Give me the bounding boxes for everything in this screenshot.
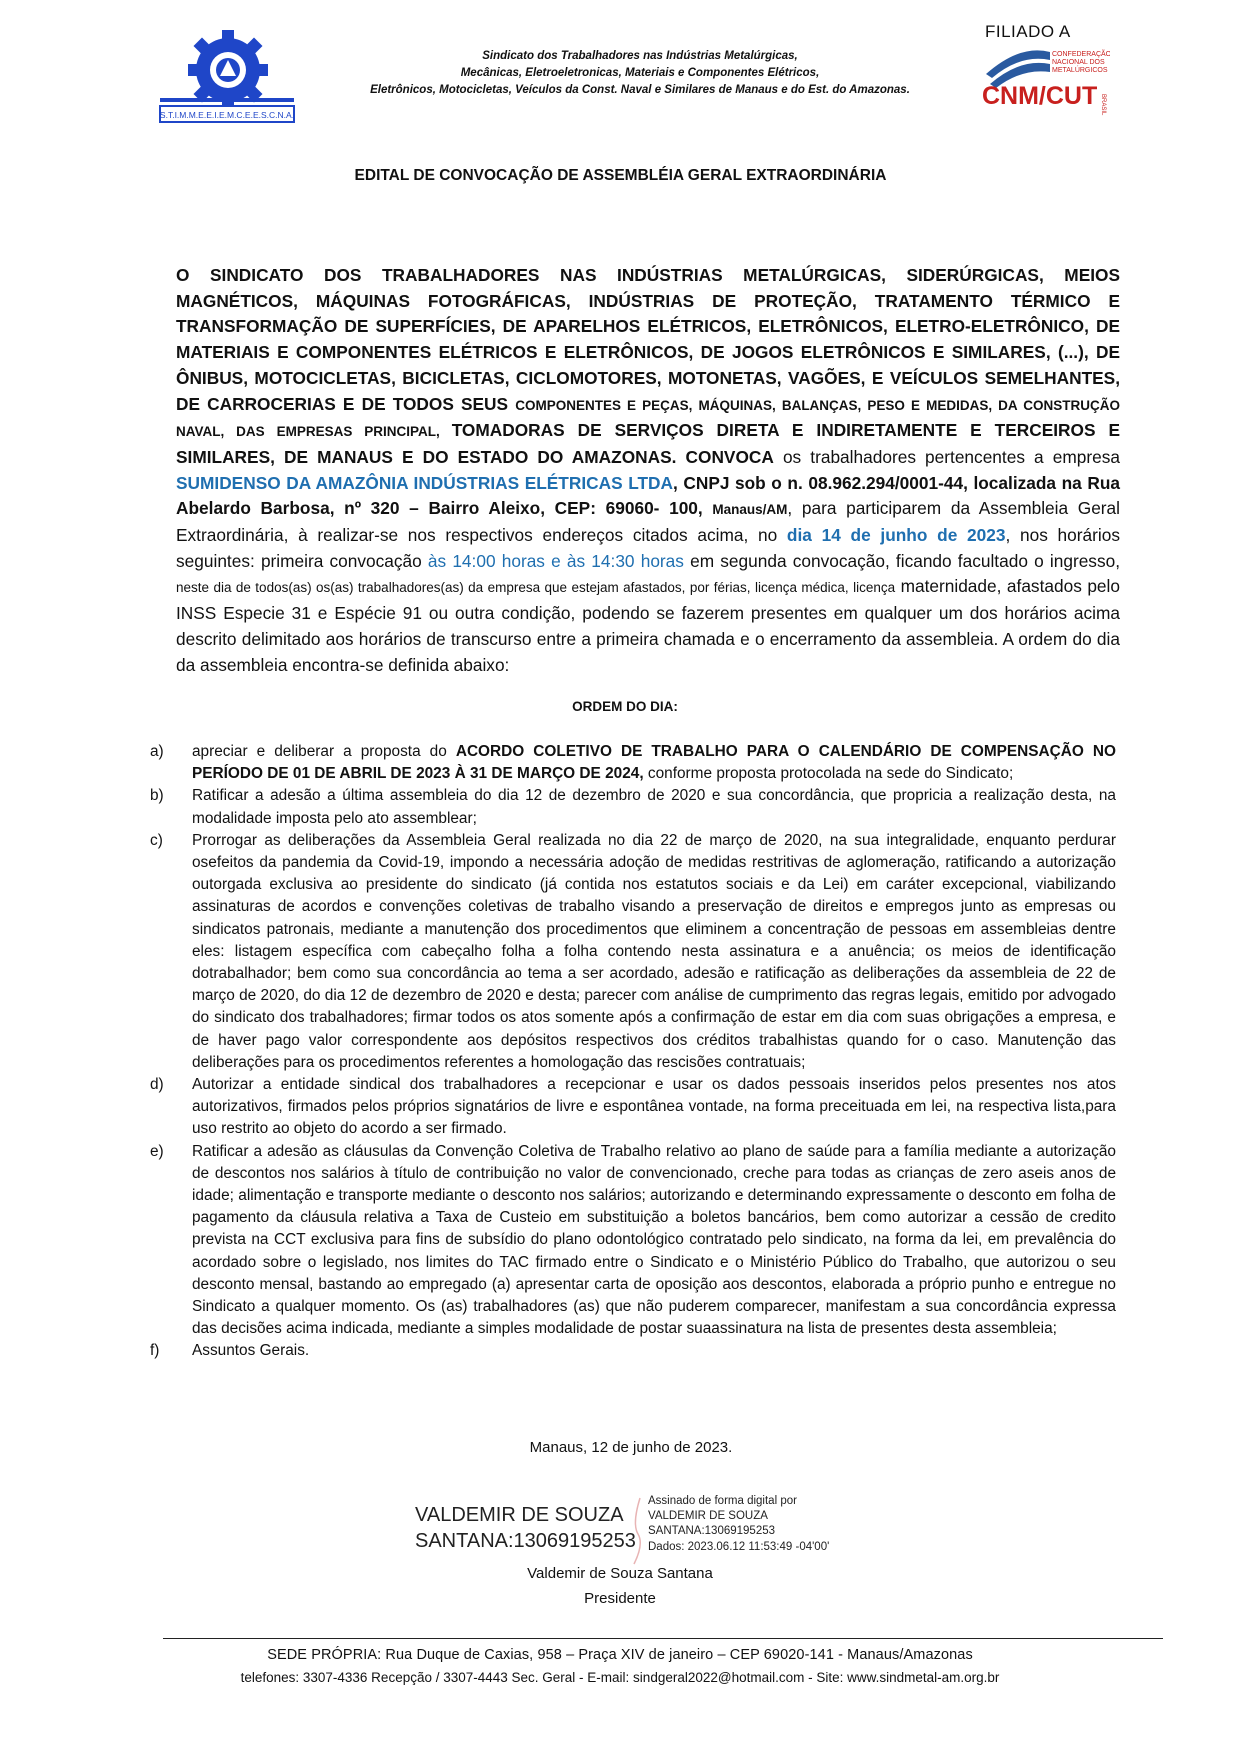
footer-address: SEDE PRÓPRIA: Rua Duque de Caxias, 958 – Praça XIV de janeiro – CEP 69020-141 - Manaus/Amazonas <box>267 1647 973 1663</box>
place-date: Manaus, 12 de junho de 2023. <box>529 1439 733 1456</box>
signature-details <box>648 1494 829 1555</box>
agenda-item-a-text-1: apreciar e deliberar a proposta do <box>192 743 456 760</box>
agenda-item-d-text: Autorizar a entidade sindical dos trabalhadores a recepcionar e usar os dados pessoais inseridos pelos presentes nos atos autorizativos, firmados pelos próprios signatários de livre e espontânea vontade, na forma preceituada em lei, na respectiva lista,para uso restrito ao objeto do acordo a ser firmado. <box>192 1076 1116 1138</box>
header-line: Eletrônicos, Motocicletas, Veículos da Const. Naval e Similares de Manaus e do Est. do Amazonas. <box>370 84 910 96</box>
intro-text-2: , para participarem da Assembleia Geral Extraordinária, à realizar-se nos respectivos endereços citados acima, no <box>176 498 1121 546</box>
assembly-date: dia 14 de junho de 2023 <box>786 525 1006 546</box>
agenda-heading: ORDEM DO DIA: <box>572 699 678 714</box>
agenda-item-c <box>150 830 1116 1074</box>
intro-text-5: maternidade, afastados pelo INSS Especie 31 e Espécie 91 ou outra condição, podendo se fazerem presentes em qualquer um dos horários acima descrito delimitado aos horários de transcurso entre a primeira chamada e o encerramento da assembleia. A ordem do dia da assembleia encontra-se definida abaixo: <box>176 576 1120 675</box>
agenda-item-b-text: Ratificar a adesão a última assembleia do dia 12 de dezembro de 2020 e sua concordância, que propricia a realização desta, na modalidade imposta pelo ato assemblear; <box>192 787 1116 827</box>
agenda-marker: b) <box>150 787 164 805</box>
agenda-item-e <box>150 1141 1116 1341</box>
affiliation-small-2: NACIONAL DOS <box>1052 59 1105 66</box>
agenda-item-a <box>150 741 1116 785</box>
signature-name <box>415 1502 636 1554</box>
intro-paragraph <box>176 263 1120 678</box>
header-line: Sindicato dos Trabalhadores nas Indústrias Metalúrgicas, <box>482 50 798 62</box>
intro-text-1: os trabalhadores pertencentes a empresa <box>773 446 1120 467</box>
affiliation-small-1: CONFEDERAÇÃO <box>1052 51 1110 58</box>
affiliation-brand: CNM/CUT <box>982 82 1098 110</box>
signer-name: Valdemir de Souza Santana <box>527 1565 713 1582</box>
assembly-times: às 14:00 horas e às 14:30 horas <box>427 550 684 571</box>
union-name-c: TOMADORAS DE SERVIÇOS DIRETA E INDIRETAMENTE E TERCEIROS E SIMILARES, DE MANAUS E DO ESTADO DO AMAZONAS. CONVOCA <box>176 420 1120 467</box>
intro-text-small: neste dia de todos(as) os(as) trabalhadores(as) da empresa que estejam afastados, por férias, licença médica, licença <box>176 580 896 596</box>
agenda-marker: d) <box>150 1076 164 1094</box>
union-logo <box>158 28 296 124</box>
union-logo-text: S.T.I.M.M.E.E.I.E.M.C.E.E.S.C.N.A. <box>159 110 295 120</box>
agenda-item-f <box>150 1340 1116 1362</box>
agenda-item-a-text-2: conforme proposta protocolada na sede do Sindicato; <box>643 765 1014 783</box>
signature-detail-line: SANTANA:13069195253 <box>648 1525 776 1538</box>
company-details: , CNPJ sob o n. 08.962.294/0001-44, localizada na Rua Abelardo Barbosa, nº 320 – Bairro Aleixo, CEP: 69060- 100, <box>176 472 1120 519</box>
signature-detail-line: Dados: 2023.06.12 11:53:49 -04'00' <box>648 1540 830 1553</box>
agenda-list <box>150 741 1116 1363</box>
signer-role: Presidente <box>584 1590 656 1607</box>
agenda-item-c-text: Prorrogar as deliberações da Assembleia Geral realizada no dia 22 de março de 2020, na sua integralidade, enquanto perdurar osefeitos da pandemia da Covid-19, impondo a necessária adoção de medidas restritivas de aglomeração, ratificando a autorização outorgada exclusiva ao presidente do sindicato (já contida nos estatutos sociais e da Lei) em caráter excepcional, viabilizando assinaturas de acordos e convenções coletivas de trabalho visando a preservação de direitos e empregos junto as empresas ou sindicatos patronais, mediante a manutenção dos procedimentos que eliminem a concentração de pessoas em assembleias dentre eles: listagem específica com cabeçalho folha a folha contendo nesta assinatura e a anuência; os meios de identificação dotrabalhador; bem como sua concordância ao tema a ser acordado, adesão e ratificação as deliberações da assembleia de 22 de março de 2020, do dia 12 de dezembro de 2020 e desta; parecer com análise de cumprimento das regras legais, emitido por advogado do sindicato dos trabalhadores; firmar todos os atos somente após a confirmação de estar em dia com suas obrigações a empresa, e de haver pago valor correspondente aos depósitos respectivos dos créditos trabalhistas quando for o caso. Manutenção das deliberações para os procedimentos referentes a homologação das rescisões contratuais; <box>192 831 1116 1071</box>
affiliation-small-3: METALÚRGICOS <box>1052 67 1108 74</box>
footer-divider <box>163 1638 1163 1639</box>
signature-detail-line: VALDEMIR DE SOUZA <box>648 1510 768 1523</box>
affiliation-label: FILIADO A <box>985 22 1071 41</box>
signature-mark-icon <box>628 1494 648 1568</box>
header-line: Mecânicas, Eletroeletronicas, Materiais e Componentes Elétricos, <box>460 67 820 79</box>
signature-name-line-2: SANTANA:13069195253 <box>415 1530 636 1552</box>
cnm-cut-logo <box>980 22 1110 122</box>
intro-text-4: em segunda convocação, ficando facultado o ingresso, <box>683 550 1120 571</box>
agenda-item-e-text: Ratificar a adesão as cláusulas da Convenção Coletiva de Trabalho relativo ao plano de saúde para a família mediante a autorização de descontos nos salários à título de contribuição no valor de convencionado, creche para todas as crianças de zero aseis anos de idade; alimentação e transporte mediante o desconto nos salários; autorizando e determinando expressamente o desconto em folha de pagamento da cláusula relativa a Taxa de Custeio em substituição a boletos bancários, bem como autorizar a cessão de credito prevista na CCT exclusiva para fins de subsídio do plano odontológico contratado pelo sindicato, na forma da lei, em prevalência do acordado sobre o legislado, nos limites do TAC firmado entre o Sindicato e o Ministério Público do Trabalho, que autorizou o seu desconto mensal, bastando ao empregado (a) apresentar carta de oposição aos descontos, elaborada a próprio punho e entregue no Sindicato a qualquer momento. Os (as) trabalhadores (as) que não puderem comparecer, manifestam a sua concordância expressa das decisões acima indicada, mediante a simples modalidade de postar suaassinatura na lista de presentes desta assembleia; <box>192 1142 1116 1338</box>
agenda-marker: c) <box>150 831 163 849</box>
agenda-item-b <box>150 785 1116 829</box>
agenda-item-f-text: Assuntos Gerais. <box>192 1342 310 1360</box>
union-name-b: COMPONENTES E PEÇAS, MÁQUINAS, BALANÇAS, PESO E MEDIDAS, DA CONSTRUÇÃO NAVAL, DAS EMPRESAS PRINCIPAL, <box>176 397 1120 440</box>
agenda-marker: a) <box>150 743 164 760</box>
signature-name-line-1: VALDEMIR DE SOUZA <box>415 1504 624 1526</box>
company-city: Manaus/AM <box>712 502 788 518</box>
footer-contacts: telefones: 3307-4336 Recepção / 3307-4443 Sec. Geral - E-mail: sindgeral2022@hotmail.com - Site: www.sindmetal-am.org.br <box>240 1670 1000 1685</box>
agenda-marker: e) <box>150 1142 164 1160</box>
signature-detail-line: Assinado de forma digital por <box>648 1495 797 1507</box>
agenda-item-a-bold: ACORDO COLETIVO DE TRABALHO PARA O CALENDÁRIO DE COMPENSAÇÃO NO PERÍODO DE 01 DE ABRIL DE 2023 À 31 DE MARÇO DE 2024, <box>192 743 1116 783</box>
union-header <box>320 48 960 99</box>
affiliation-side: BRASIL <box>1100 94 1106 116</box>
agenda-item-d <box>150 1074 1116 1141</box>
agenda-marker: f) <box>150 1342 160 1360</box>
document-title: EDITAL DE CONVOCAÇÃO DE ASSEMBLÉIA GERAL EXTRAORDINÁRIA <box>354 167 887 184</box>
company-name: SUMIDENSO DA AMAZÔNIA INDÚSTRIAS ELÉTRICAS LTDA <box>176 472 673 493</box>
intro-text-3: , nos horários seguintes: primeira convocação <box>176 525 1120 571</box>
union-name-a: O SINDICATO DOS TRABALHADORES NAS INDÚSTRIAS METALÚRGICAS, SIDERÚRGICAS, MEIOS MAGNÉTICOS, MÁQUINAS FOTOGRÁFICAS, INDÚSTRIAS DE PROTEÇÃO, TRATAMENTO TÉRMICO E TRANSFORMAÇÃO DE SUPERFÍCIES, DE APARELHOS ELÉTRICOS, ELETRÔNICOS, ELETRO-ELETRÔNICO, DE MATERIAIS E COMPONENTES ELÉTRICOS E ELETRÔNICOS, DE JOGOS ELETRÔNICOS E SIMILARES, (...), DE ÔNIBUS, MOTOCICLETAS, BICICLETAS, CICLOMOTORES, MOTONETAS, VAGÕES, E VEÍCULOS SEMELHANTES, DE CARROCERIAS E DE TODOS SEUS <box>176 265 1120 414</box>
